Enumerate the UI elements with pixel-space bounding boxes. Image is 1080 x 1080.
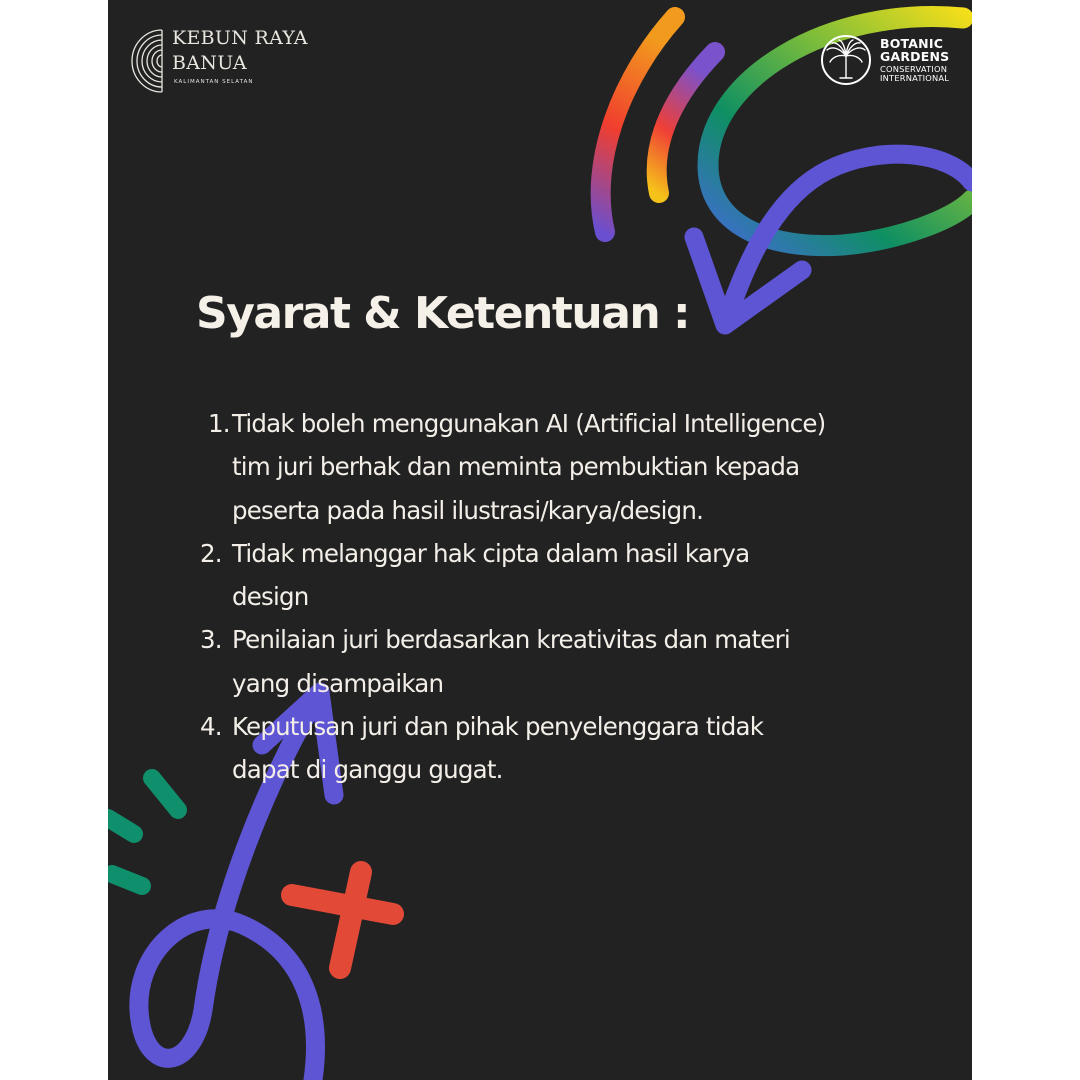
logo-right-line1: BOTANIC [880, 36, 944, 52]
tree-rings-icon [130, 26, 168, 96]
kebun-raya-banua-logo [130, 26, 308, 96]
term-line: tim juri berhak dan meminta pembuktian kepada [232, 452, 800, 482]
logo-left-subtitle: KALIMANTAN SELATAN [174, 79, 254, 85]
logo-right-line4: INTERNATIONAL [880, 72, 950, 83]
term-number: 2. [200, 538, 222, 568]
green-dash-1 [152, 778, 178, 810]
term-line: Penilaian juri berdasarkan kreativitas dan materi [232, 625, 790, 655]
logo-right-line3: CONSERVATION [880, 64, 948, 75]
term-item-4 [200, 705, 900, 792]
term-line: dapat di ganggu gugat. [232, 755, 503, 785]
term-number: 1. [208, 409, 230, 438]
logo-left-line2: BANUA [172, 52, 247, 74]
term-line: Tidak boleh menggunakan AI (Artificial Intelligence) [232, 409, 826, 438]
logo-right-line2: GARDENS [880, 48, 950, 64]
term-line: Tidak melanggar hak cipta dalam hasil karya [232, 538, 750, 568]
slide-card [108, 0, 972, 1080]
red-plus-vertical [340, 872, 361, 968]
term-line: Keputusan juri dan pihak penyelenggara tidak [232, 712, 764, 742]
palm-tree-seal-icon [820, 34, 872, 86]
botanic-gardens-conservation-logo [820, 34, 949, 86]
term-number: 4. [200, 712, 222, 742]
term-number: 3. [200, 625, 222, 655]
term-line: peserta pada hasil ilustrasi/karya/design. [232, 495, 704, 525]
term-item-3 [200, 618, 900, 705]
logo-left-line1: KEBUN RAYA [172, 27, 308, 49]
page-title: Syarat & Ketentuan : [196, 288, 690, 339]
green-dash-3 [112, 874, 142, 886]
term-line: yang disampaikan [232, 668, 444, 698]
term-item-2 [200, 532, 900, 619]
term-item-1 [200, 402, 900, 532]
green-dash-2 [108, 818, 134, 834]
terms-list [200, 402, 900, 792]
term-line: design [232, 582, 309, 612]
